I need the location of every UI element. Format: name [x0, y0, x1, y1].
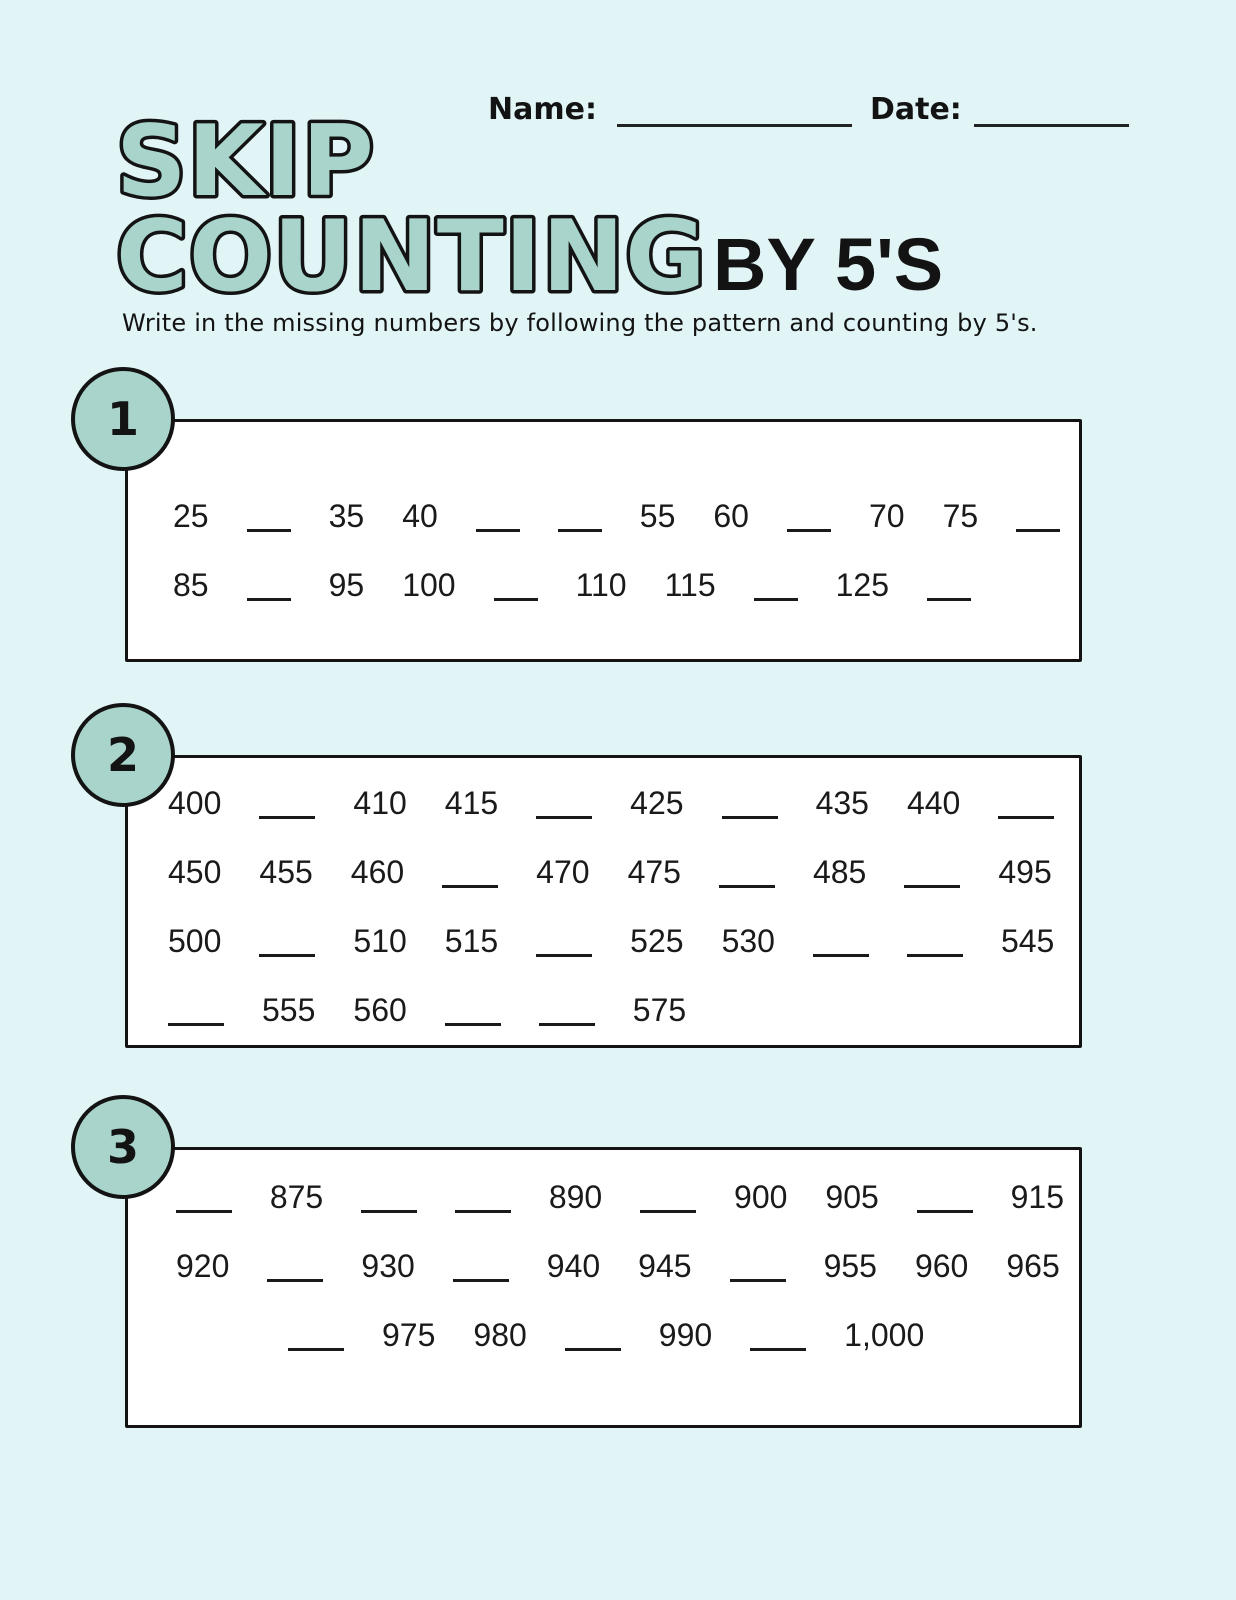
- answer-blank[interactable]: [754, 565, 798, 601]
- answer-blank[interactable]: [453, 1246, 509, 1282]
- answer-blank[interactable]: [455, 1177, 511, 1213]
- answer-blank[interactable]: [719, 852, 775, 888]
- answer-blank[interactable]: [536, 921, 592, 957]
- number-label: 1,000: [844, 1317, 925, 1353]
- number-label: 920: [176, 1248, 230, 1284]
- number-label: 875: [269, 1179, 324, 1215]
- number-label: 25: [173, 498, 209, 534]
- number-label: 980: [473, 1317, 527, 1353]
- answer-blank[interactable]: [536, 783, 592, 819]
- number-label: 85: [173, 567, 209, 603]
- section-2-number: 2: [106, 728, 139, 782]
- answer-blank[interactable]: [730, 1246, 786, 1282]
- number-label: 975: [382, 1317, 436, 1353]
- instructions-text: Write in the missing numbers by following the pattern and counting by 5's.: [122, 309, 1038, 337]
- number-label: 945: [638, 1248, 692, 1284]
- answer-blank[interactable]: [539, 990, 595, 1026]
- answer-blank[interactable]: [813, 921, 869, 957]
- answer-blank[interactable]: [1016, 496, 1060, 532]
- number-row: [168, 777, 1064, 819]
- number-label: 460: [350, 854, 405, 890]
- answer-blank[interactable]: [445, 990, 501, 1026]
- number-label: 100: [402, 567, 456, 603]
- section-3-rows: [128, 1150, 1079, 1351]
- number-label: 530: [721, 923, 775, 959]
- answer-blank[interactable]: [904, 852, 960, 888]
- date-label: Date:: [869, 92, 962, 127]
- section-2-badge: [71, 703, 175, 807]
- number-label: 35: [328, 498, 365, 534]
- number-label: 110: [575, 567, 627, 603]
- answer-blank[interactable]: [176, 1177, 232, 1213]
- number-label: 55: [639, 498, 676, 534]
- answer-blank[interactable]: [917, 1177, 973, 1213]
- section-3-badge: [71, 1095, 175, 1199]
- number-label: 115: [664, 567, 716, 603]
- number-label: 965: [1006, 1248, 1060, 1284]
- number-label: 890: [548, 1179, 603, 1215]
- number-label: 70: [868, 498, 905, 534]
- number-label: 415: [444, 785, 499, 821]
- answer-blank[interactable]: [787, 496, 831, 532]
- number-label: 905: [825, 1179, 879, 1215]
- answer-blank[interactable]: [259, 783, 315, 819]
- number-row: [168, 984, 1064, 1026]
- number-label: 485: [812, 854, 867, 890]
- number-row: [173, 490, 1064, 532]
- number-label: 425: [630, 785, 684, 821]
- number-label: 525: [630, 923, 684, 959]
- title-word-counting: COUNTING: [116, 200, 707, 313]
- number-label: 410: [353, 785, 407, 821]
- number-label: 915: [1010, 1179, 1065, 1215]
- number-label: 960: [914, 1248, 969, 1284]
- number-label: 435: [815, 785, 869, 821]
- page-title: [110, 98, 1120, 313]
- answer-blank[interactable]: [247, 496, 291, 532]
- answer-blank[interactable]: [288, 1315, 344, 1351]
- section-1-rows: [128, 422, 1079, 601]
- answer-blank[interactable]: [565, 1315, 621, 1351]
- answer-blank[interactable]: [494, 565, 538, 601]
- answer-blank[interactable]: [907, 921, 963, 957]
- answer-blank[interactable]: [267, 1246, 323, 1282]
- problem-box-2: [106, 728, 1082, 1048]
- number-row: [168, 846, 1064, 888]
- answer-blank[interactable]: [442, 852, 498, 888]
- answer-blank[interactable]: [640, 1177, 696, 1213]
- number-label: 900: [734, 1179, 788, 1215]
- number-label: 495: [998, 854, 1052, 890]
- problem-box-1: [106, 392, 1082, 662]
- section-1-badge: [71, 367, 175, 471]
- number-row: [173, 559, 1064, 601]
- number-label: 575: [632, 992, 687, 1028]
- number-label: 400: [168, 785, 222, 821]
- title-word-skip: SKIP: [116, 105, 375, 219]
- number-label: 440: [906, 785, 961, 821]
- number-label: 560: [353, 992, 407, 1028]
- answer-blank[interactable]: [722, 783, 778, 819]
- number-label: 60: [713, 498, 749, 534]
- number-label: 125: [835, 567, 889, 603]
- answer-blank[interactable]: [558, 496, 602, 532]
- number-label: 930: [361, 1248, 415, 1284]
- section-3-number: 3: [106, 1120, 139, 1174]
- number-label: 450: [168, 854, 222, 890]
- problem-box-3: [106, 1120, 1082, 1428]
- number-label: 470: [536, 854, 590, 890]
- number-row: [168, 915, 1064, 957]
- number-label: 475: [627, 854, 681, 890]
- number-label: 955: [823, 1248, 877, 1284]
- number-label: 510: [353, 923, 407, 959]
- number-label: 515: [444, 923, 499, 959]
- section-1-number: 1: [106, 392, 139, 446]
- answer-blank[interactable]: [247, 565, 291, 601]
- answer-blank[interactable]: [168, 990, 224, 1026]
- answer-blank[interactable]: [476, 496, 520, 532]
- number-label: 990: [658, 1317, 713, 1353]
- answer-blank[interactable]: [998, 783, 1054, 819]
- number-label: 455: [259, 854, 313, 890]
- name-label: Name:: [488, 92, 597, 127]
- answer-blank[interactable]: [750, 1315, 806, 1351]
- section-2-rows: [128, 758, 1079, 1026]
- answer-blank[interactable]: [927, 565, 971, 601]
- number-label: 40: [402, 498, 438, 534]
- number-label: 500: [168, 923, 222, 959]
- number-label: 75: [942, 498, 979, 534]
- number-row: [288, 1309, 1064, 1351]
- answer-blank[interactable]: [259, 921, 315, 957]
- number-label: 555: [262, 992, 316, 1028]
- answer-blank[interactable]: [361, 1177, 417, 1213]
- title-suffix-by-5s: BY 5'S: [713, 223, 944, 306]
- number-row: [176, 1240, 1064, 1282]
- number-label: 95: [328, 567, 365, 603]
- number-label: 940: [546, 1248, 601, 1284]
- number-row: [176, 1171, 1064, 1213]
- number-label: 545: [1000, 923, 1055, 959]
